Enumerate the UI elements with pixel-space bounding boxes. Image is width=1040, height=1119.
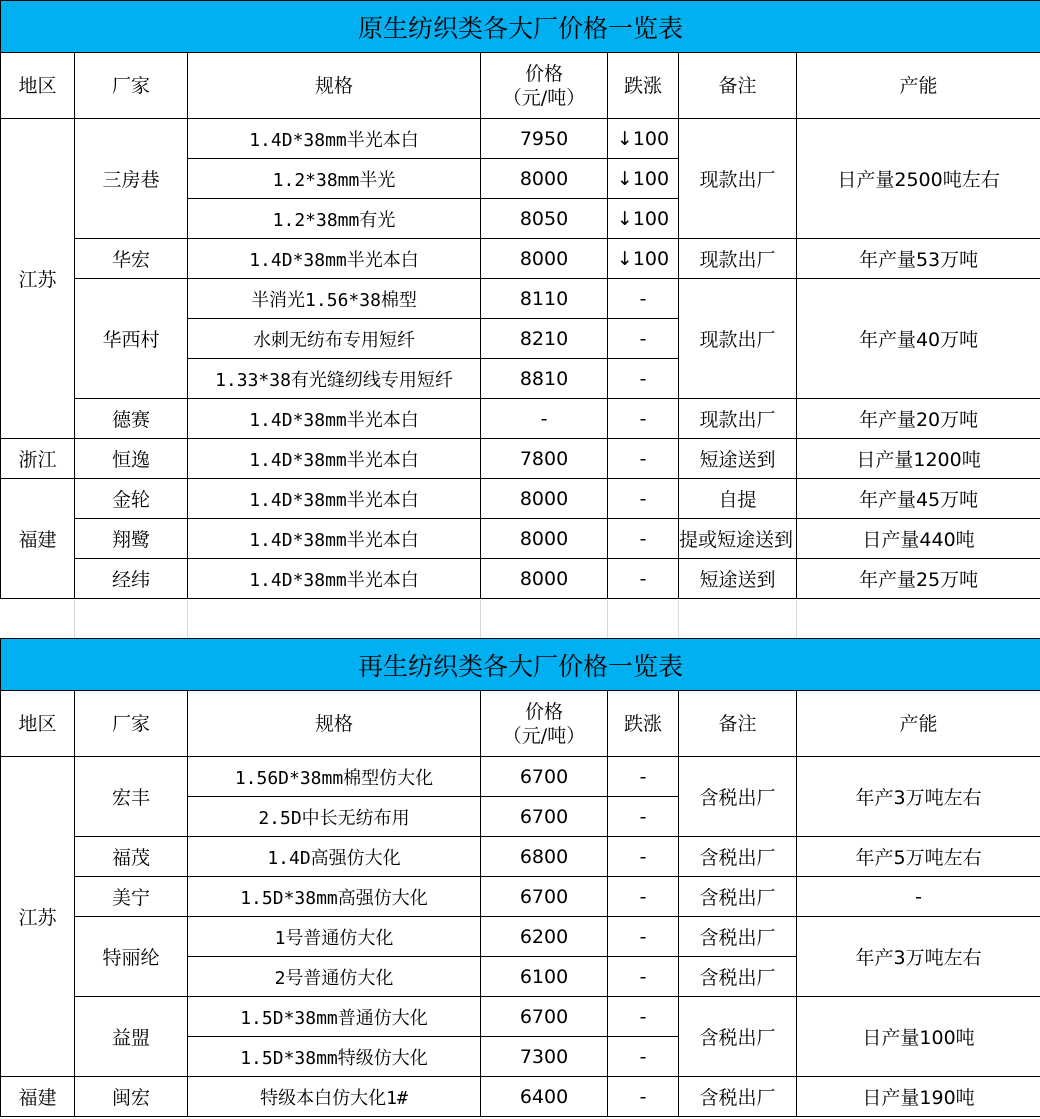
- capacity-cell: 年产量20万吨: [797, 399, 1040, 439]
- table-row: [1, 917, 1040, 957]
- change-cell: -: [608, 399, 679, 439]
- note-cell: 含税出厂: [679, 917, 797, 957]
- table-row: [1, 239, 1040, 279]
- change-cell: -: [608, 439, 679, 479]
- change-cell: -: [608, 319, 679, 359]
- note-cell: 现款出厂: [679, 279, 797, 399]
- change-cell: -: [608, 877, 679, 917]
- price-cell: 8810: [481, 359, 608, 399]
- header-price-unit: （元/吨）: [502, 86, 586, 109]
- change-cell: -: [608, 479, 679, 519]
- change-cell: -: [608, 279, 679, 319]
- header-price: [481, 691, 608, 757]
- header-change: 跌涨: [608, 691, 679, 757]
- change-cell: -: [608, 1077, 679, 1117]
- header-note: 备注: [679, 691, 797, 757]
- header-row: [1, 691, 1040, 757]
- capacity-cell: 日产量2500吨左右: [797, 119, 1040, 239]
- price-cell: 8050: [481, 199, 608, 239]
- spec-cell: 1号普通仿大化: [188, 917, 481, 957]
- note-cell: 提或短途送到: [679, 519, 797, 559]
- region-cell: 福建: [1, 479, 75, 599]
- header-factory: 厂家: [75, 691, 188, 757]
- factory-cell: 德赛: [75, 399, 188, 439]
- header-price-unit: （元/吨）: [502, 724, 586, 747]
- price-cell: 6700: [481, 797, 608, 837]
- note-cell: 含税出厂: [679, 1077, 797, 1117]
- price-cell: 8000: [481, 519, 608, 559]
- factory-cell: 三房巷: [75, 119, 188, 239]
- header-price-label: 价格: [524, 62, 563, 85]
- header-spec: 规格: [188, 691, 481, 757]
- table-row: [1, 877, 1040, 917]
- capacity-cell: 年产5万吨左右: [797, 837, 1040, 877]
- grid-line: [480, 600, 481, 638]
- spec-cell: 1.2*38mm半光: [188, 159, 481, 199]
- table-row: [1, 279, 1040, 319]
- factory-cell: 特丽纶: [75, 917, 188, 997]
- price-cell: 6100: [481, 957, 608, 997]
- spec-cell: 1.4D*38mm半光本白: [188, 119, 481, 159]
- table-row: [1, 439, 1040, 479]
- factory-cell: 华宏: [75, 239, 188, 279]
- spec-cell: 水刺无纺布专用短纤: [188, 319, 481, 359]
- price-cell: 8000: [481, 559, 608, 599]
- price-cell: 6700: [481, 997, 608, 1037]
- spec-cell: 2号普通仿大化: [188, 957, 481, 997]
- price-cell: 8000: [481, 239, 608, 279]
- spec-cell: 1.4D高强仿大化: [188, 837, 481, 877]
- header-row: [1, 53, 1040, 119]
- table-row: [1, 119, 1040, 159]
- grid-line: [74, 600, 75, 638]
- header-spec: 规格: [188, 53, 481, 119]
- change-cell: -: [608, 797, 679, 837]
- capacity-cell: 日产量100吨: [797, 997, 1040, 1077]
- price-cell: 6200: [481, 917, 608, 957]
- price-cell: 6700: [481, 757, 608, 797]
- factory-cell: 闽宏: [75, 1077, 188, 1117]
- grid-line: [678, 600, 679, 638]
- header-region: 地区: [1, 691, 75, 757]
- change-cell: -: [608, 1037, 679, 1077]
- price-cell: 8110: [481, 279, 608, 319]
- header-note: 备注: [679, 53, 797, 119]
- spec-cell: 1.33*38有光缝纫线专用短纤: [188, 359, 481, 399]
- table-row: [1, 519, 1040, 559]
- note-cell: 含税出厂: [679, 957, 797, 997]
- table-row: [1, 479, 1040, 519]
- factory-cell: 福茂: [75, 837, 188, 877]
- price-cell: 6400: [481, 1077, 608, 1117]
- price-cell: 8210: [481, 319, 608, 359]
- change-cell: -: [608, 837, 679, 877]
- note-cell: 短途送到: [679, 559, 797, 599]
- change-cell: ↓100: [608, 239, 679, 279]
- spec-cell: 1.4D*38mm半光本白: [188, 399, 481, 439]
- price-cell: 7950: [481, 119, 608, 159]
- change-cell: -: [608, 957, 679, 997]
- spec-cell: 1.4D*38mm半光本白: [188, 239, 481, 279]
- grid-line: [796, 600, 797, 638]
- capacity-cell: 日产量190吨: [797, 1077, 1040, 1117]
- recycled-textile-price-table: [0, 638, 1040, 1117]
- spec-cell: 1.5D*38mm特级仿大化: [188, 1037, 481, 1077]
- header-region: 地区: [1, 53, 75, 119]
- note-cell: 含税出厂: [679, 877, 797, 917]
- price-cell: 6800: [481, 837, 608, 877]
- spec-cell: 1.5D*38mm普通仿大化: [188, 997, 481, 1037]
- change-cell: -: [608, 917, 679, 957]
- region-cell: 江苏: [1, 757, 75, 1077]
- factory-cell: 华西村: [75, 279, 188, 399]
- capacity-cell: 年产量40万吨: [797, 279, 1040, 399]
- change-cell: ↓100: [608, 159, 679, 199]
- price-cell: 6700: [481, 877, 608, 917]
- note-cell: 现款出厂: [679, 239, 797, 279]
- note-cell: 含税出厂: [679, 757, 797, 837]
- note-cell: 现款出厂: [679, 119, 797, 239]
- factory-cell: 宏丰: [75, 757, 188, 837]
- capacity-cell: 年产量53万吨: [797, 239, 1040, 279]
- header-capacity: 产能: [797, 691, 1040, 757]
- spec-cell: 1.5D*38mm高强仿大化: [188, 877, 481, 917]
- spacer-gridlines: [0, 600, 1040, 638]
- change-cell: -: [608, 997, 679, 1037]
- table-row: [1, 559, 1040, 599]
- capacity-cell: 年产3万吨左右: [797, 917, 1040, 997]
- table-row: [1, 997, 1040, 1037]
- table-title-row: [1, 1, 1040, 53]
- table-title-row: [1, 639, 1040, 691]
- capacity-cell: 年产3万吨左右: [797, 757, 1040, 837]
- change-cell: -: [608, 559, 679, 599]
- price-cell: 8000: [481, 479, 608, 519]
- table-row: [1, 757, 1040, 797]
- note-cell: 短途送到: [679, 439, 797, 479]
- capacity-cell: 年产量25万吨: [797, 559, 1040, 599]
- factory-cell: 翔鹭: [75, 519, 188, 559]
- spec-cell: 1.56D*38mm棉型仿大化: [188, 757, 481, 797]
- change-cell: -: [608, 757, 679, 797]
- spec-cell: 1.4D*38mm半光本白: [188, 439, 481, 479]
- factory-cell: 金轮: [75, 479, 188, 519]
- header-capacity: 产能: [797, 53, 1040, 119]
- table-row: [1, 837, 1040, 877]
- change-cell: ↓100: [608, 119, 679, 159]
- table-title: 再生纺织类各大厂价格一览表: [1, 639, 1040, 691]
- factory-cell: 美宁: [75, 877, 188, 917]
- price-cell: 8000: [481, 159, 608, 199]
- table-row: [1, 399, 1040, 439]
- header-factory: 厂家: [75, 53, 188, 119]
- header-price-label: 价格: [524, 700, 563, 723]
- change-cell: -: [608, 519, 679, 559]
- spec-cell: 1.2*38mm有光: [188, 199, 481, 239]
- table-row: [1, 1077, 1040, 1117]
- note-cell: 含税出厂: [679, 837, 797, 877]
- table-title: 原生纺织类各大厂价格一览表: [1, 1, 1040, 53]
- note-cell: 现款出厂: [679, 399, 797, 439]
- factory-cell: 恒逸: [75, 439, 188, 479]
- header-change: 跌涨: [608, 53, 679, 119]
- factory-cell: 经纬: [75, 559, 188, 599]
- region-cell: 江苏: [1, 119, 75, 439]
- spec-cell: 半消光1.56*38棉型: [188, 279, 481, 319]
- header-price: [481, 53, 608, 119]
- region-cell: 福建: [1, 1077, 75, 1117]
- spec-cell: 特级本白仿大化1#: [188, 1077, 481, 1117]
- price-cell: -: [481, 399, 608, 439]
- change-cell: ↓100: [608, 199, 679, 239]
- capacity-cell: 年产量45万吨: [797, 479, 1040, 519]
- capacity-cell: 日产量440吨: [797, 519, 1040, 559]
- region-cell: 浙江: [1, 439, 75, 479]
- spec-cell: 1.4D*38mm半光本白: [188, 519, 481, 559]
- spec-cell: 1.4D*38mm半光本白: [188, 559, 481, 599]
- factory-cell: 益盟: [75, 997, 188, 1077]
- note-cell: 含税出厂: [679, 997, 797, 1077]
- price-cell: 7800: [481, 439, 608, 479]
- capacity-cell: 日产量1200吨: [797, 439, 1040, 479]
- spec-cell: 1.4D*38mm半光本白: [188, 479, 481, 519]
- grid-line: [607, 600, 608, 638]
- note-cell: 自提: [679, 479, 797, 519]
- capacity-cell: -: [797, 877, 1040, 917]
- change-cell: -: [608, 359, 679, 399]
- price-cell: 7300: [481, 1037, 608, 1077]
- spec-cell: 2.5D中长无纺布用: [188, 797, 481, 837]
- grid-line: [187, 600, 188, 638]
